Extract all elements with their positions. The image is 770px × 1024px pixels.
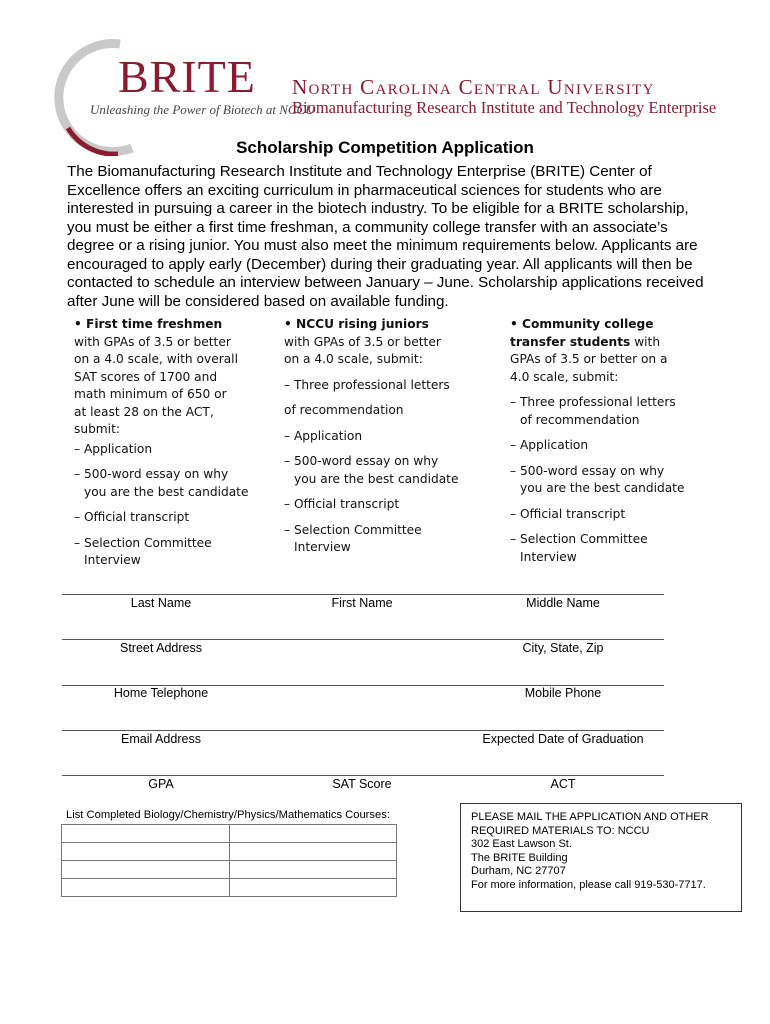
- juniors-application: – Application: [284, 428, 363, 443]
- transfer-application: – Application: [510, 438, 589, 452]
- scores-line[interactable]: [62, 775, 664, 776]
- freshmen-essay: – 500-word essay on why: [74, 467, 229, 481]
- table-row: [62, 843, 397, 861]
- mail-line: PLEASE MAIL THE APPLICATION AND OTHER: [471, 811, 709, 823]
- mobile-phone-label: Mobile Phone: [524, 686, 602, 700]
- transfer-interview-cont: Interview: [520, 549, 577, 564]
- course-cell[interactable]: [229, 861, 397, 879]
- freshmen-interview: – Selection Committee: [74, 535, 212, 550]
- mail-line: REQUIRED MATERIALS TO: NCCU: [471, 824, 650, 837]
- first-name-label: First Name: [331, 596, 393, 610]
- university-name: North Carolina Central University: [292, 75, 655, 99]
- transfer-heading-cont: transfer students: [510, 334, 631, 349]
- freshmen-desc-line: at least 28 on the ACT,: [74, 404, 214, 419]
- juniors-letters-cont: of recommendation: [284, 403, 404, 417]
- middle-name-label: Middle Name: [526, 596, 600, 610]
- street-address-label: Street Address: [120, 641, 202, 655]
- freshmen-essay-cont: you are the best candidate: [84, 484, 249, 499]
- institute-name: Biomanufacturing Research Institute and Technology Enterprise: [292, 98, 717, 117]
- transfer-desc-line: GPAs of 3.5 or better on a: [510, 352, 668, 366]
- sat-score-label: SAT Score: [332, 777, 392, 791]
- freshmen-heading: • First time freshmen: [74, 317, 223, 331]
- juniors-heading: • NCCU rising juniors: [284, 317, 429, 331]
- transfer-desc-line: 4.0 scale, submit:: [510, 369, 619, 384]
- juniors-desc-line: on a 4.0 scale, submit:: [284, 352, 423, 366]
- email-address-label: Email Address: [121, 732, 201, 746]
- transfer-interview: – Selection Committee: [510, 532, 648, 546]
- mail-line: Durham, NC 27707: [471, 865, 566, 877]
- intro-paragraph: The Biomanufacturing Research Institute and Technology Enterprise (BRITE) Center of Excellence offers an exciting curriculum in pharmaceutical sciences for students who are interested in pursuing a career in the biotech industry. To be eligible for a BRITE scholarship, you must be either a first time freshman, a community college transfer with an associate’s degree or a rising junior. You must also meet the minimum requirements below. Applicants are encouraged to apply early (December) during their graduating year. All applicants will then be contacted to schedule an interview between January – June. Scholarship applications received after June will be considered based on available funding.: [67, 163, 704, 310]
- freshmen-desc-line: with GPAs of 3.5 or better: [74, 334, 231, 349]
- transfer-essay: – 500-word essay on why: [510, 463, 665, 478]
- address-line[interactable]: [62, 639, 664, 640]
- gpa-label: GPA: [148, 777, 174, 791]
- brite-logo-text: BRITE: [118, 51, 256, 102]
- juniors-requirements: [284, 316, 484, 557]
- courses-label: List Completed Biology/Chemistry/Physics/Mathematics Courses:: [66, 809, 390, 821]
- course-cell[interactable]: [62, 879, 230, 897]
- course-cell[interactable]: [62, 825, 230, 843]
- last-name-label: Last Name: [130, 596, 192, 610]
- course-cell[interactable]: [229, 843, 397, 861]
- freshmen-application: – Application: [74, 441, 153, 456]
- juniors-essay: – 500-word essay on why: [284, 454, 439, 468]
- juniors-desc-line: with GPAs of 3.5 or better: [284, 334, 441, 349]
- transfer-letters-cont: of recommendation: [520, 412, 640, 427]
- home-telephone-label: Home Telephone: [113, 686, 209, 700]
- course-cell[interactable]: [62, 861, 230, 879]
- brite-tagline: Unleashing the Power of Biotech at NCCU: [90, 102, 315, 117]
- course-cell[interactable]: [62, 843, 230, 861]
- page-title: Scholarship Competition Application: [236, 138, 534, 157]
- mail-line: 302 East Lawson St.: [471, 838, 572, 850]
- transfer-heading-rest: with: [630, 334, 661, 349]
- table-row: [62, 825, 397, 843]
- transfer-transcript: – Official transcript: [510, 506, 626, 521]
- juniors-letters: – Three professional letters: [284, 377, 450, 392]
- juniors-interview-cont: Interview: [294, 540, 351, 554]
- juniors-transcript: – Official transcript: [284, 497, 400, 511]
- freshmen-desc-line: SAT scores of 1700 and: [74, 369, 218, 384]
- city-state-zip-label: City, State, Zip: [522, 641, 604, 655]
- freshmen-desc-line: submit:: [74, 422, 120, 436]
- email-line[interactable]: [62, 730, 664, 731]
- transfer-heading: • Community college: [510, 317, 654, 331]
- freshmen-desc-line: on a 4.0 scale, with overall: [74, 352, 238, 366]
- freshmen-transcript: – Official transcript: [74, 510, 190, 524]
- table-row: [62, 879, 397, 897]
- transfer-essay-cont: you are the best candidate: [520, 481, 685, 495]
- juniors-interview: – Selection Committee: [284, 522, 422, 537]
- table-row: [62, 861, 397, 879]
- freshmen-interview-cont: Interview: [84, 553, 141, 567]
- act-label: ACT: [550, 777, 576, 791]
- mail-line: The BRITE Building: [471, 851, 568, 864]
- mail-line: For more information, please call 919-530-7717.: [471, 878, 706, 891]
- freshmen-requirements: [74, 316, 264, 570]
- course-cell[interactable]: [229, 879, 397, 897]
- graduation-date-label: Expected Date of Graduation: [482, 732, 644, 746]
- mailing-info-box: [460, 803, 742, 912]
- transfer-requirements: [510, 316, 710, 566]
- freshmen-desc-line: math minimum of 650 or: [74, 387, 227, 401]
- juniors-essay-cont: you are the best candidate: [294, 471, 459, 486]
- courses-table: [61, 824, 397, 897]
- name-line[interactable]: [62, 594, 664, 595]
- transfer-letters: – Three professional letters: [510, 395, 676, 409]
- course-cell[interactable]: [229, 825, 397, 843]
